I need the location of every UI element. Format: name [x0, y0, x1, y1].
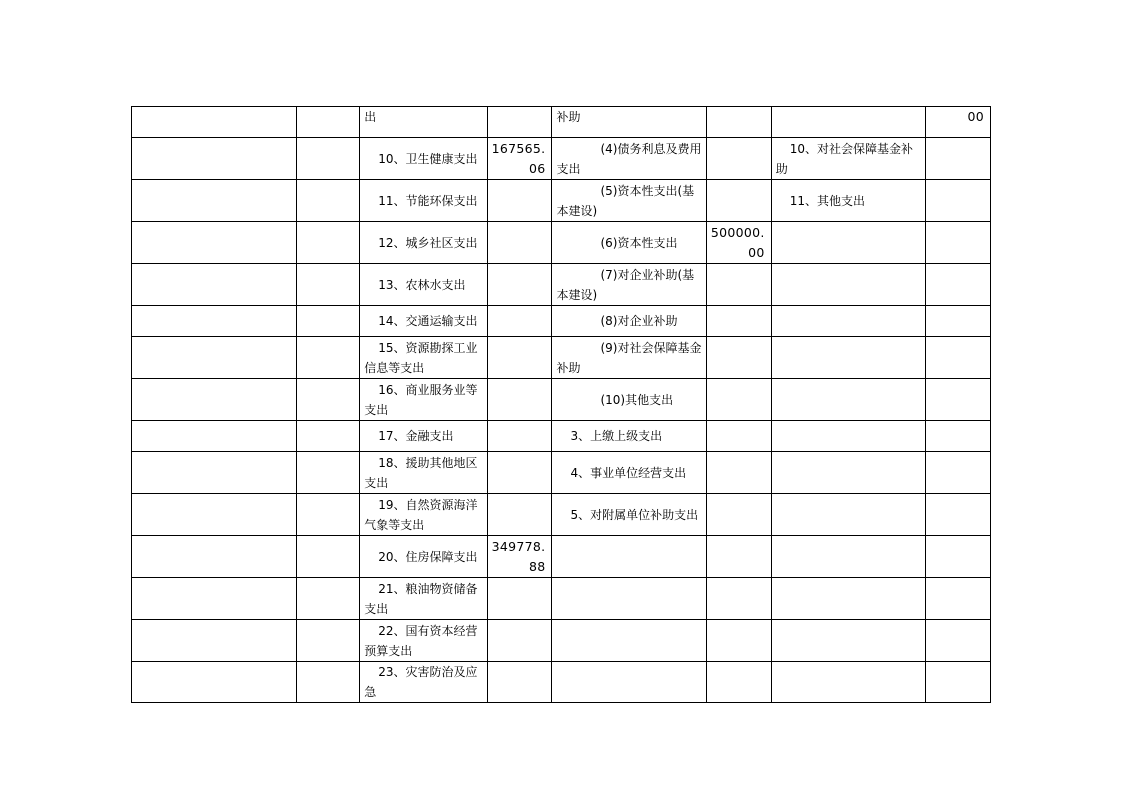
expense-item-label: 18、援助其他地区支出 — [364, 455, 478, 490]
table-cell — [552, 421, 706, 452]
expense-item-label: 14、交通运输支出 — [378, 314, 478, 328]
table-cell — [925, 222, 990, 264]
table-cell — [360, 264, 488, 306]
table-cell — [297, 421, 360, 452]
table-cell — [925, 379, 990, 421]
table-cell — [771, 379, 925, 421]
table-cell — [925, 306, 990, 337]
budget-table — [131, 106, 991, 703]
table-cell — [706, 379, 771, 421]
expense-item-label: 17、金融支出 — [378, 429, 454, 443]
table-cell — [771, 107, 925, 138]
table-cell — [488, 337, 552, 379]
table-cell — [488, 620, 552, 662]
table-cell — [925, 578, 990, 620]
table-cell — [360, 138, 488, 180]
table-cell — [360, 337, 488, 379]
table-cell — [132, 662, 297, 703]
expense-item-label: 10、对社会保障基金补助 — [775, 141, 913, 176]
table-cell — [360, 379, 488, 421]
table-cell — [132, 578, 297, 620]
table-cell — [132, 620, 297, 662]
table-cell — [706, 138, 771, 180]
table-cell — [132, 107, 297, 138]
table-cell — [488, 138, 552, 180]
expense-item-label: 11、其他支出 — [789, 193, 865, 208]
table-cell — [488, 180, 552, 222]
table-cell — [552, 379, 706, 421]
table-cell — [297, 180, 360, 222]
table-cell — [360, 536, 488, 578]
table-cell — [925, 138, 990, 180]
table-cell — [132, 379, 297, 421]
table-cell — [706, 662, 771, 703]
table-cell — [771, 494, 925, 536]
table-cell — [706, 337, 771, 379]
expense-item-label: 12、城乡社区支出 — [378, 235, 478, 250]
expense-item-label: (5)资本性支出(基本建设) — [556, 183, 695, 218]
expense-item-label: 19、自然资源海洋气象等支出 — [364, 497, 478, 532]
expense-item-label: 21、粮油物资储备支出 — [364, 581, 478, 616]
expense-item-label: (7)对企业补助(基本建设) — [556, 267, 695, 302]
table-cell — [132, 536, 297, 578]
table-cell — [132, 222, 297, 264]
table-cell — [132, 494, 297, 536]
table-cell — [552, 138, 706, 180]
table-cell — [706, 536, 771, 578]
table-cell — [297, 379, 360, 421]
table-row — [132, 620, 991, 662]
table-cell — [552, 662, 706, 703]
table-cell — [925, 662, 990, 703]
table-cell — [771, 421, 925, 452]
table-cell — [706, 264, 771, 306]
table-cell — [925, 180, 990, 222]
table-cell — [925, 620, 990, 662]
table-cell — [925, 337, 990, 379]
table-cell — [132, 264, 297, 306]
table-cell — [925, 107, 990, 138]
table-row — [132, 222, 991, 264]
table-cell — [552, 337, 706, 379]
table-row — [132, 107, 991, 138]
table-cell — [297, 264, 360, 306]
table-cell — [706, 620, 771, 662]
amount-value: 167565.06 — [491, 140, 546, 176]
table-cell — [771, 662, 925, 703]
expense-item-label: (9)对社会保障基金补助 — [556, 340, 702, 375]
table-cell — [552, 222, 706, 264]
table-cell — [925, 494, 990, 536]
table-cell — [360, 421, 488, 452]
table-cell — [297, 222, 360, 264]
table-cell — [771, 337, 925, 379]
table-cell — [706, 452, 771, 494]
table-row — [132, 421, 991, 452]
expense-item-label: (10)其他支出 — [600, 392, 674, 407]
table-cell — [706, 107, 771, 138]
table-cell — [925, 264, 990, 306]
table-row — [132, 379, 991, 421]
table-cell — [360, 222, 488, 264]
expense-item-label: 22、国有资本经营预算支出 — [364, 623, 478, 658]
table-cell — [297, 662, 360, 703]
table-cell — [771, 620, 925, 662]
table-cell — [297, 578, 360, 620]
expense-item-label: 4、事业单位经营支出 — [570, 465, 687, 480]
table-cell — [552, 578, 706, 620]
table-cell — [552, 452, 706, 494]
table-row — [132, 494, 991, 536]
table-cell — [297, 337, 360, 379]
table-cell — [706, 494, 771, 536]
amount-value: 500000.00 — [710, 224, 765, 260]
table-row — [132, 138, 991, 180]
table-cell — [488, 264, 552, 306]
table-cell — [771, 536, 925, 578]
expense-item-label: 20、住房保障支出 — [378, 549, 478, 564]
table-cell — [552, 306, 706, 337]
table-row — [132, 180, 991, 222]
table-row — [132, 578, 991, 620]
table-cell — [297, 107, 360, 138]
table-cell — [552, 264, 706, 306]
table-cell — [771, 578, 925, 620]
table-cell — [297, 620, 360, 662]
expense-item-label: 16、商业服务业等支出 — [364, 382, 478, 417]
table-cell — [488, 379, 552, 421]
table-row — [132, 306, 991, 337]
table-row — [132, 662, 991, 703]
table-cell — [360, 306, 488, 337]
table-cell — [132, 421, 297, 452]
table-cell — [360, 107, 488, 138]
table-cell — [360, 578, 488, 620]
table-cell — [132, 306, 297, 337]
table-cell — [297, 306, 360, 337]
table-row — [132, 536, 991, 578]
expense-item-label: 23、灾害防治及应急 — [364, 665, 478, 699]
amount-value: 00 — [967, 109, 984, 124]
table-cell — [488, 452, 552, 494]
table-cell — [132, 138, 297, 180]
table-cell — [771, 264, 925, 306]
table-row — [132, 452, 991, 494]
expense-item-label: 补助 — [556, 110, 581, 124]
table-cell — [488, 222, 552, 264]
table-cell — [360, 452, 488, 494]
table-cell — [488, 306, 552, 337]
table-cell — [488, 578, 552, 620]
table-cell — [488, 536, 552, 578]
table-cell — [552, 620, 706, 662]
table-cell — [552, 107, 706, 138]
table-cell — [488, 494, 552, 536]
table-row — [132, 337, 991, 379]
table-cell — [297, 138, 360, 180]
table-cell — [132, 452, 297, 494]
expense-item-label: 3、上缴上级支出 — [570, 429, 663, 443]
table-cell — [706, 578, 771, 620]
table-cell — [706, 180, 771, 222]
table-cell — [771, 222, 925, 264]
table-cell — [706, 222, 771, 264]
table-cell — [360, 662, 488, 703]
table-cell — [360, 620, 488, 662]
table-cell — [132, 337, 297, 379]
table-cell — [771, 138, 925, 180]
table-cell — [488, 107, 552, 138]
table-cell — [297, 494, 360, 536]
expense-item-label: (8)对企业补助 — [600, 314, 678, 328]
expense-item-label: 出 — [364, 110, 377, 124]
table-cell — [488, 421, 552, 452]
table-cell — [552, 536, 706, 578]
table-cell — [297, 536, 360, 578]
table-cell — [552, 494, 706, 536]
table-cell — [771, 180, 925, 222]
table-cell — [925, 536, 990, 578]
expense-item-label: 11、节能环保支出 — [378, 193, 478, 208]
table-row — [132, 264, 991, 306]
table-cell — [552, 180, 706, 222]
table-cell — [706, 421, 771, 452]
table-cell — [925, 452, 990, 494]
table-cell — [488, 662, 552, 703]
expense-item-label: 5、对附属单位补助支出 — [570, 507, 699, 522]
expense-item-label: (4)债务利息及费用支出 — [556, 141, 702, 176]
table-cell — [925, 421, 990, 452]
expense-item-label: 10、卫生健康支出 — [378, 151, 478, 166]
expense-item-label: (6)资本性支出 — [600, 235, 678, 250]
table-cell — [771, 306, 925, 337]
expense-item-label: 13、农林水支出 — [378, 277, 466, 292]
table-cell — [771, 452, 925, 494]
table-cell — [297, 452, 360, 494]
expense-item-label: 15、资源勘探工业信息等支出 — [364, 340, 478, 375]
table-cell — [132, 180, 297, 222]
table-cell — [706, 306, 771, 337]
table-cell — [360, 180, 488, 222]
table-cell — [360, 494, 488, 536]
amount-value: 349778.88 — [491, 538, 546, 574]
